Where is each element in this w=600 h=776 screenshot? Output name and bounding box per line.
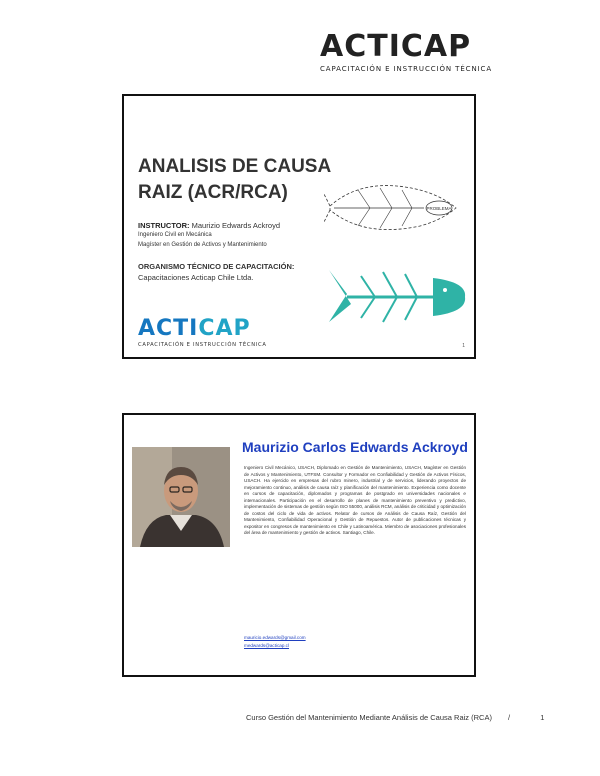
slide-title	[138, 154, 331, 206]
instructor-line	[138, 221, 280, 230]
slide-logo-part1: ACTI	[138, 316, 199, 341]
instructor-bio: Ingeniero Civil Mecánico, USACH, Diplomado en Gestión de Mantenimiento, USACH, Magíster en Gestión de Activos y Mantenimiento, UTFSM. Consultor y Formador en Confiabilidad y Gestión de Activos Físicos, USACH. Ha ejercido en empresas del rubro minero, industrial y de servicios, liderando proyectos de mejoramiento continuo, análisis de causa raíz y planificación del mantenimiento. Experiencia como docente en cursos de capacitación, diplomados y programas de postgrado en universidades nacionales e internacionales. Participación en el desarrollo de planes de mantenimiento preventivo y predictivo, implementación de sistemas de gestión según ISO 55000, análisis RCM, análisis de criticidad y optimización de costos del ciclo de vida de activos. Relator de cursos de Análisis de Causa Raíz, Gestión del Mantenimiento, Confiabilidad Operacional y Gestión de Repuestos. Autor de publicaciones técnicas y expositor en congresos de mantenimiento en Chile y Latinoamérica. Miembro de asociaciones profesionales del área de mantenimiento y gestión de activos. Santiago, Chile.	[244, 465, 466, 535]
fishbone-outline-diagram	[324, 176, 464, 240]
instructor-photo-image	[132, 447, 230, 547]
instructor-label: INSTRUCTOR:	[138, 221, 190, 230]
footer-page-number: 1	[540, 713, 545, 722]
slide-logo-tagline: CAPACITACIÓN E INSTRUCCIÓN TÉCNICA	[138, 342, 267, 348]
page-footer	[246, 713, 544, 722]
instructor-degree-2: Magíster en Gestión de Activos y Mantenimiento	[138, 242, 267, 248]
footer-course-title: Curso Gestión del Mantenimiento Mediante Análisis de Causa Raiz (RCA)	[246, 713, 492, 722]
instructor-photo	[132, 447, 230, 547]
org-label: ORGANISMO TÉCNICO DE CAPACITACIÓN:	[138, 262, 295, 271]
slide-1	[122, 94, 476, 359]
slide-logo-part2: CAP	[198, 316, 251, 341]
header-logo-word: ACTICAP	[320, 29, 472, 64]
footer-separator: /	[508, 713, 511, 722]
slide-logo	[138, 318, 267, 348]
slide-number: 1	[462, 343, 465, 349]
header-logo-tagline: CAPACITACIÓN E INSTRUCCIÓN TÉCNICA	[320, 65, 493, 73]
instructor-name: Maurizio Edwards Ackroyd	[191, 221, 280, 230]
slide-title-line-2: RAIZ (ACR/RCA)	[138, 182, 288, 203]
instructor-email-link-2[interactable]: medwards@acticap.cl	[244, 643, 290, 648]
slide-title-line-1: ANALISIS DE CAUSA	[138, 156, 332, 177]
instructor-full-name: Maurizio Carlos Edwards Ackroyd	[242, 439, 468, 455]
header-logo	[320, 29, 500, 73]
org-name: Capacitaciones Acticap Chile Ltda.	[138, 273, 254, 282]
slide-logo-word	[138, 318, 267, 340]
fishbone-color-diagram	[329, 264, 467, 330]
slide-2	[122, 413, 476, 677]
fish-head-label: PROBLEMA	[426, 206, 452, 211]
instructor-email-link-1[interactable]: mauricio.edwards@gmail.com	[244, 635, 306, 640]
instructor-degree-1: Ingeniero Civil en Mecánica	[138, 232, 212, 238]
